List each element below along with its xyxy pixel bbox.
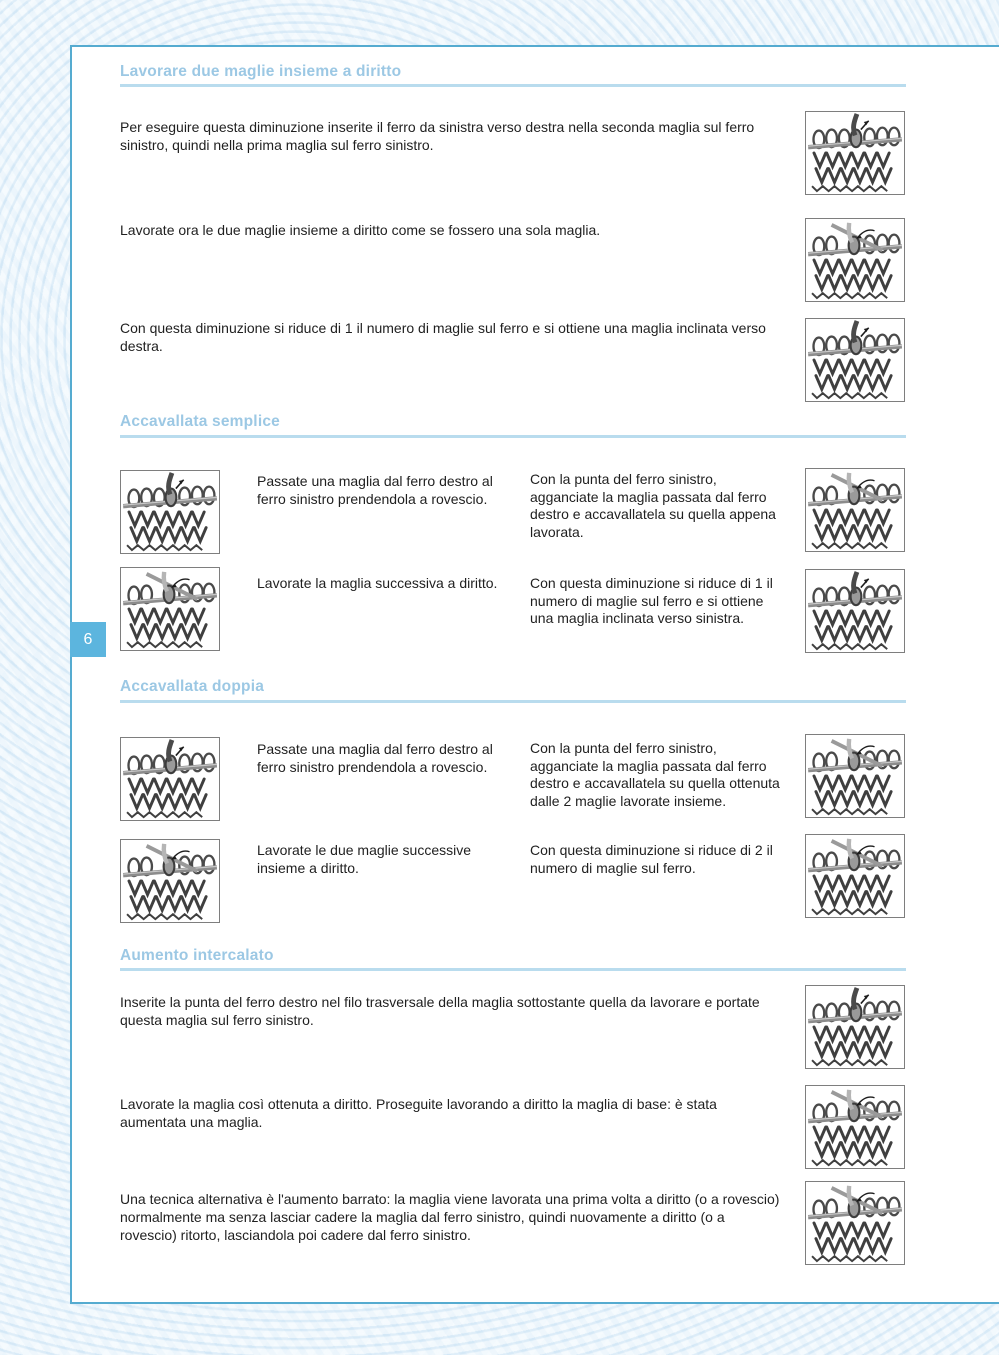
knitting-illustration xyxy=(120,737,220,821)
knitting-diagram xyxy=(121,568,219,650)
knitting-diagram xyxy=(806,735,904,817)
section-title: Accavallata semplice xyxy=(120,413,280,430)
knitting-illustration xyxy=(805,318,905,402)
knitting-illustration xyxy=(805,985,905,1069)
knitting-illustration xyxy=(805,734,905,818)
document-page xyxy=(70,45,999,1304)
step-text: Con questa diminuzione si riduce di 1 il numero di maglie sul ferro e si ottiene una maglia inclinata verso sinistra. xyxy=(530,575,773,627)
knitting-diagram xyxy=(806,219,904,301)
knitting-diagram xyxy=(806,570,904,652)
knitting-illustration xyxy=(805,569,905,653)
section-title: Aumento intercalato xyxy=(120,947,274,964)
step-text: Lavorate la maglia successiva a diritto. xyxy=(257,575,498,591)
step-text: Passate una maglia dal ferro destro al ferro sinistro prendendola a rovescio. xyxy=(257,741,493,775)
section-rule xyxy=(120,700,906,703)
knitting-diagram xyxy=(121,738,219,820)
knitting-illustration xyxy=(120,567,220,651)
step-text: Con questa diminuzione si riduce di 2 il numero di maglie sul ferro. xyxy=(530,842,773,876)
knitting-illustration xyxy=(805,834,905,918)
section-title: Accavallata doppia xyxy=(120,678,265,695)
paragraph: Con questa diminuzione si riduce di 1 il numero di maglie sul ferro e si ottiene una maglia inclinata verso destra. xyxy=(120,320,766,354)
knitting-diagram xyxy=(121,471,219,553)
knitting-diagram xyxy=(806,1182,904,1264)
section-title: Lavorare due maglie insieme a diritto xyxy=(120,63,402,80)
paragraph: Inserite la punta del ferro destro nel filo trasversale della maglia sottostante quella da lavorare e portate questa maglia sul ferro sinistro. xyxy=(120,994,760,1028)
knitting-diagram xyxy=(806,469,904,551)
knitting-diagram xyxy=(806,112,904,194)
section-rule xyxy=(120,84,906,87)
step-text: Lavorate le due maglie successive insieme a diritto. xyxy=(257,842,472,876)
page-number: 6 xyxy=(83,630,93,648)
knitting-illustration xyxy=(805,1181,905,1265)
paragraph: Per eseguire questa diminuzione inserite il ferro da sinistra verso destra nella seconda maglia sul ferro sinistro, quindi nella prima maglia sul ferro sinistro. xyxy=(120,119,755,153)
knitting-illustration xyxy=(120,839,220,923)
paragraph: Lavorate la maglia così ottenuta a diritto. Proseguite lavorando a diritto la maglia di base: è stata aumentata una maglia. xyxy=(120,1096,717,1130)
step-text: Con la punta del ferro sinistro, agganciate la maglia passata dal ferro destro e accavallatela su quella appena lavorata. xyxy=(530,471,776,541)
knitting-illustration xyxy=(805,468,905,552)
knitting-illustration xyxy=(805,218,905,302)
knitting-diagram xyxy=(806,1086,904,1168)
page-number-tab xyxy=(70,622,106,657)
knitting-illustration xyxy=(120,470,220,554)
paragraph: Lavorate ora le due maglie insieme a diritto come se fossero una sola maglia. xyxy=(120,222,601,238)
knitting-diagram xyxy=(806,319,904,401)
step-text: Passate una maglia dal ferro destro al ferro sinistro prendendola a rovescio. xyxy=(257,473,493,507)
knitting-illustration xyxy=(805,111,905,195)
section-rule xyxy=(120,435,906,438)
knitting-diagram xyxy=(121,840,219,922)
knitting-diagram xyxy=(806,986,904,1068)
paragraph: Una tecnica alternativa è l'aumento barrato: la maglia viene lavorata una prima volta a diritto (o a rovescio) normalmente ma senza lasciar cadere la maglia dal ferro sinistro, quindi nuovamente a diritto (o a rovescio) ritorto, lasciandola poi cadere dal ferro sinistro. xyxy=(120,1191,780,1243)
step-text: Con la punta del ferro sinistro, agganciate la maglia passata dal ferro destro e accavallatela su quella ottenuta dalle 2 maglie lavorate insieme. xyxy=(530,740,780,810)
section-rule xyxy=(120,968,906,971)
knitting-diagram xyxy=(806,835,904,917)
knitting-illustration xyxy=(805,1085,905,1169)
